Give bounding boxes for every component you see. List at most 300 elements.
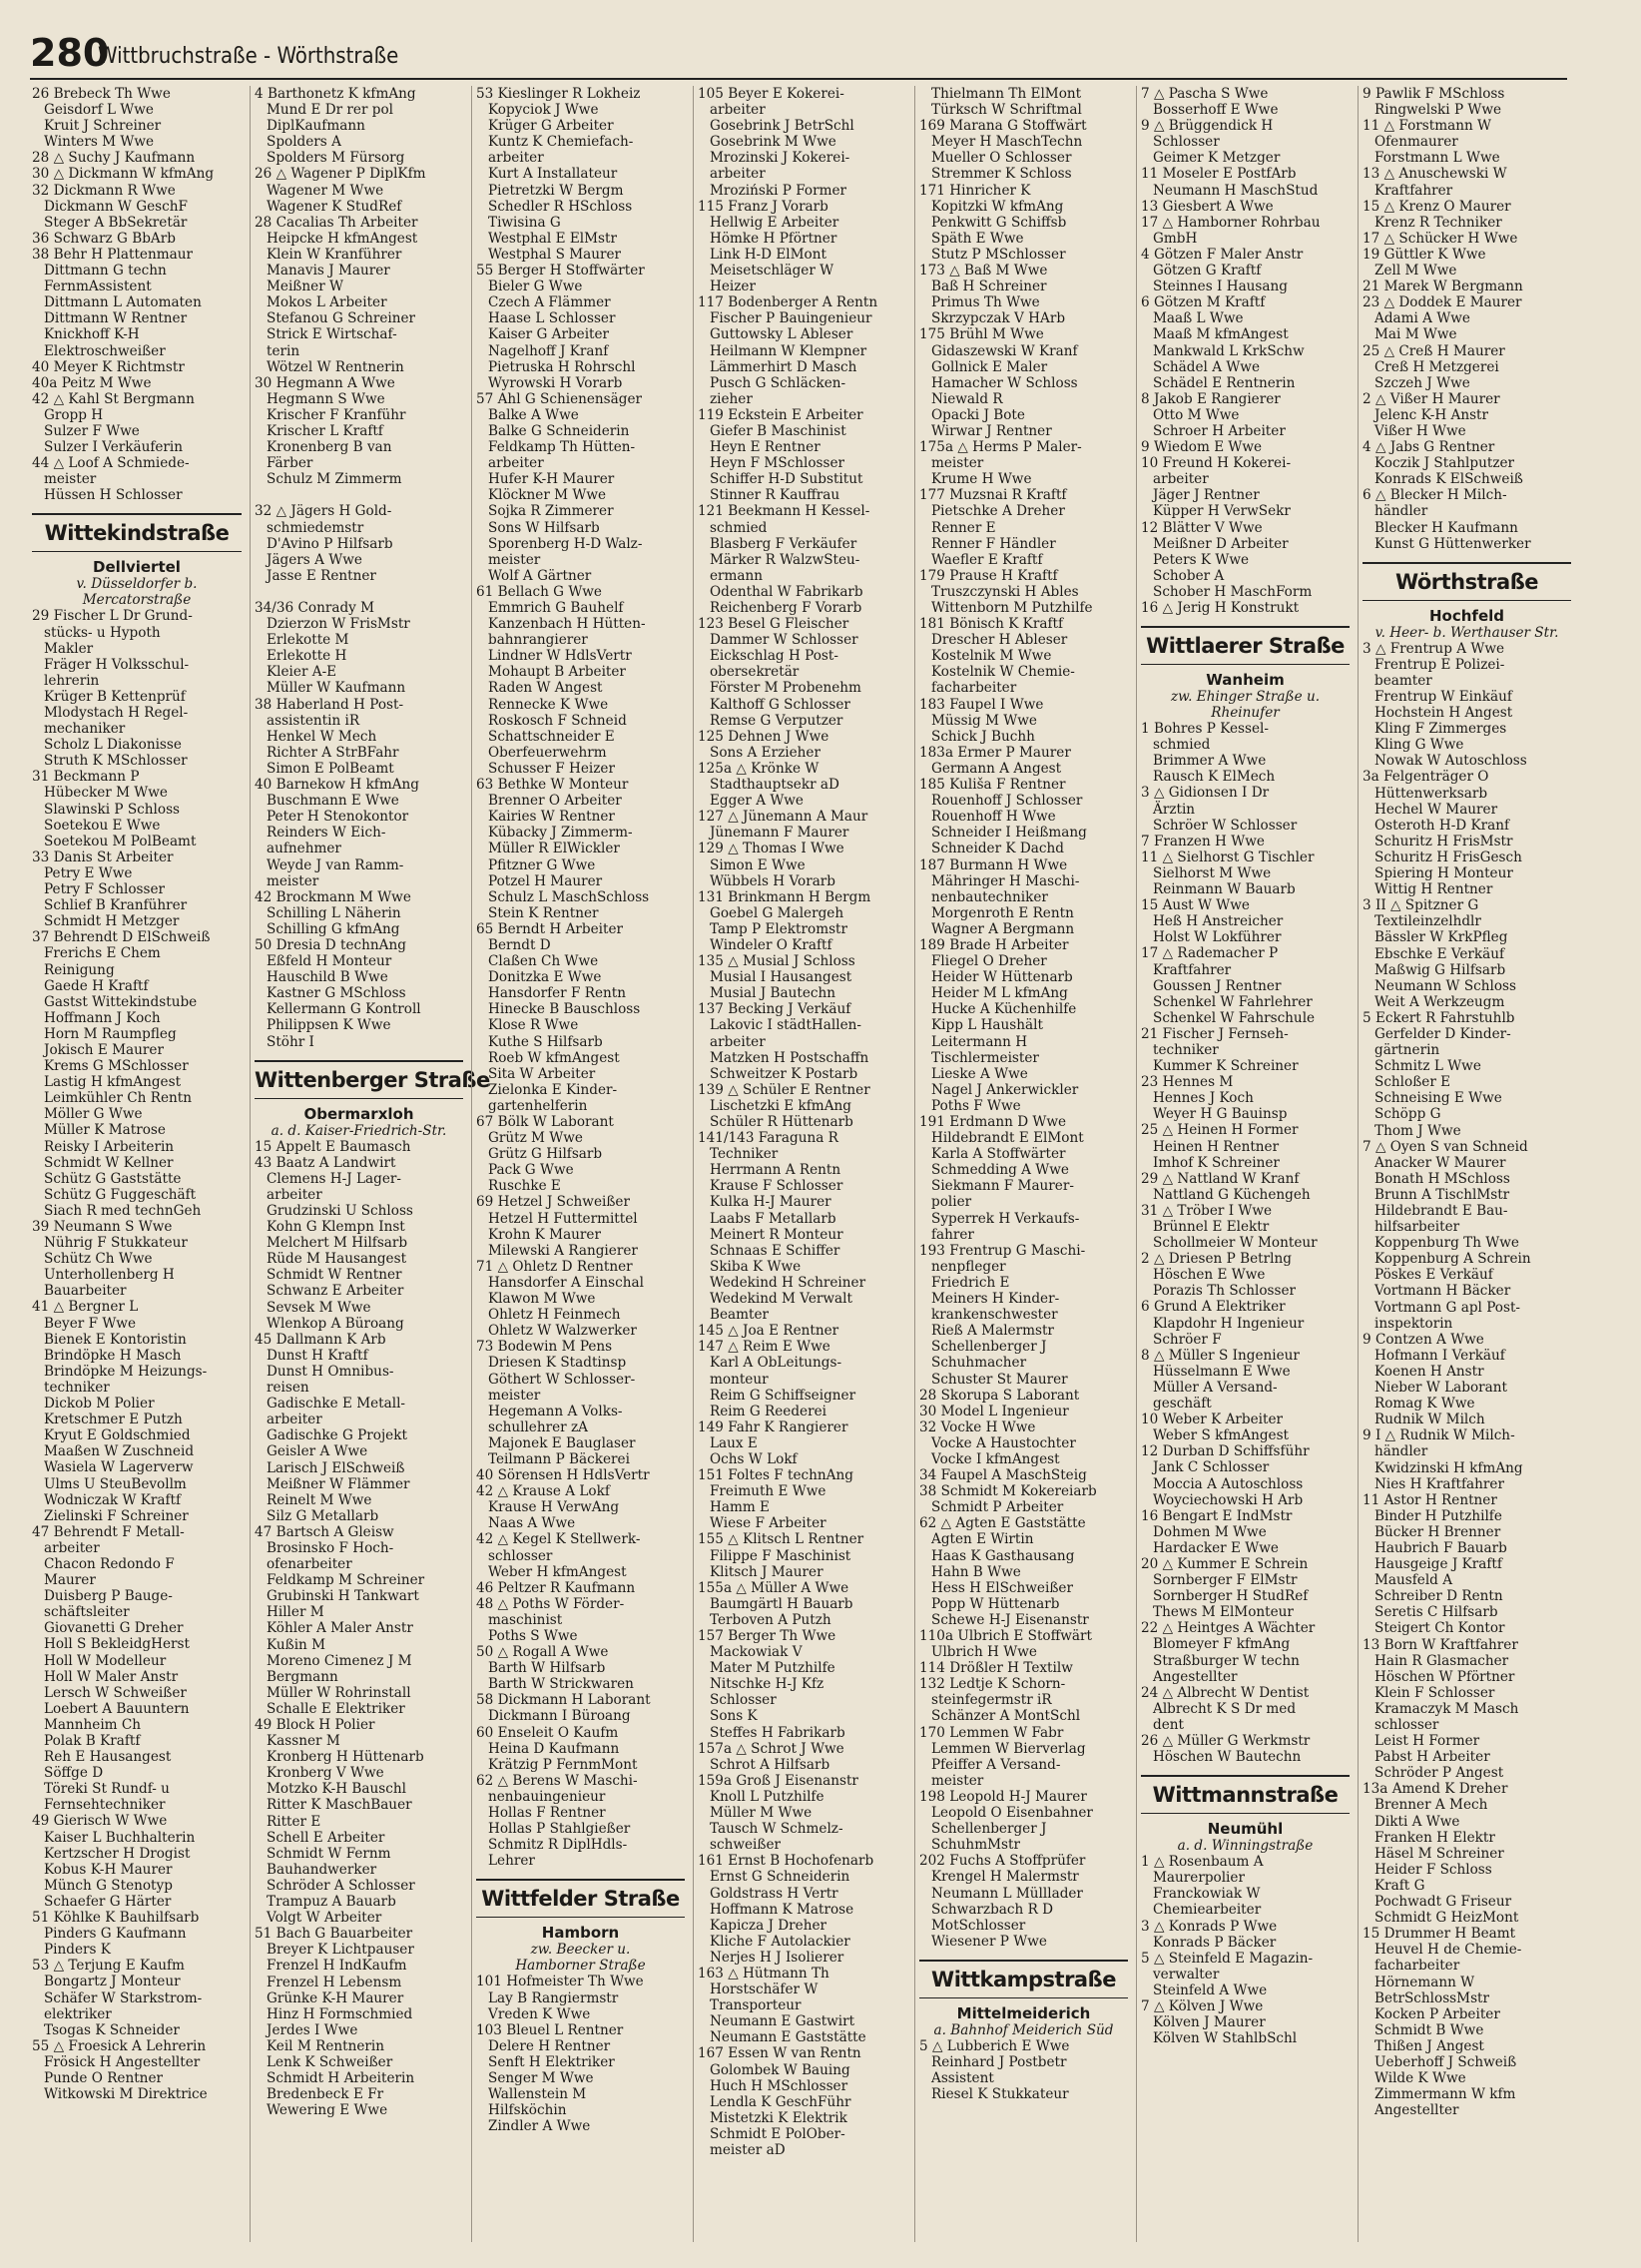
directory-entry: Kronberg V Wwe: [267, 1765, 384, 1782]
directory-entry: Lieske A Wwe: [931, 1065, 1028, 1082]
directory-entry: Chemiearbeiter: [1153, 1902, 1262, 1919]
directory-entry: Opacki J Bote: [931, 406, 1025, 423]
directory-entry: Bredenbeck E Fr: [267, 2086, 384, 2103]
directory-entry: 121 Beekmann H Kessel-: [698, 503, 870, 520]
directory-entry: 5 △ Steinfeld E Magazin-: [1141, 1950, 1314, 1967]
directory-entry: Heinen H Rentner: [1153, 1138, 1280, 1155]
directory-entry: Reisky I Arbeiterin: [44, 1138, 175, 1155]
directory-entry: lehrerin: [44, 672, 100, 689]
directory-entry: terin: [267, 342, 300, 359]
directory-entry: facharbeiter: [1374, 1958, 1460, 1975]
street-title: Wittmannstraße: [1152, 1783, 1339, 1808]
directory-entry: Schneider I Heißmang: [931, 825, 1087, 842]
directory-entry: MotSchlosser: [931, 1917, 1026, 1934]
directory-entry: Schroer H Arbeiter: [1153, 422, 1286, 439]
directory-entry: Tamp P Elektromstr: [710, 920, 848, 937]
directory-entry: Kalthoff G Schlosser: [710, 696, 850, 713]
directory-entry: meister: [931, 1772, 984, 1789]
directory-entry: Stein K Rentner: [488, 904, 599, 921]
directory-entry: Dittmann W Rentner: [44, 310, 188, 327]
directory-entry: Höschen W Pförtner: [1374, 1668, 1515, 1685]
directory-entry: Meisetschläger W: [710, 263, 834, 280]
directory-entry: Brenner A Mech: [1374, 1797, 1488, 1814]
directory-entry: Hennes J Koch: [1153, 1090, 1254, 1107]
directory-entry: Otto M Wwe: [1153, 406, 1240, 423]
directory-entry: Klawon M Wwe: [488, 1291, 596, 1308]
directory-entry: Holst W Lokführer: [1153, 929, 1282, 946]
directory-entry: Vocke A Haustochter: [931, 1434, 1076, 1451]
directory-entry: Niewald R: [931, 390, 1003, 407]
street-title: Wittkampstraße: [931, 1967, 1116, 1991]
directory-entry: 41 △ Bergner L: [32, 1299, 139, 1316]
directory-entry: Märker R WalzwSteu-: [710, 551, 860, 568]
directory-entry: Münch G Stenotyp: [44, 1877, 173, 1894]
directory-entry: 73 Bodewin M Pens: [476, 1339, 613, 1356]
directory-entry: Mohaupt B Arbeiter: [488, 664, 626, 681]
directory-entry: Hinz H Formschmied: [267, 2005, 413, 2022]
directory-entry: Schädel E Rentnerin: [1153, 374, 1296, 391]
directory-entry: FernmAssistent: [44, 279, 152, 295]
directory-entry: Grubinski H Tankwart: [267, 1588, 419, 1605]
directory-entry: Meißner D Arbeiter: [1153, 535, 1289, 552]
directory-entry: Pack G Wwe: [488, 1162, 574, 1179]
directory-entry: Lämmerhirt D Masch: [710, 358, 857, 375]
directory-entry: 6 Götzen M Kraftf: [1141, 294, 1266, 311]
directory-entry: Grütz G Hilfsarb: [488, 1146, 603, 1163]
directory-entry: 17 △ Schücker H Wwe: [1363, 230, 1518, 247]
directory-entry: Rennecke K Wwe: [488, 696, 609, 713]
directory-entry: Hildebrandt E Bau-: [1374, 1203, 1508, 1219]
directory-entry: Maßwig G Hilfsarb: [1374, 961, 1506, 978]
column-1: [28, 86, 242, 2242]
directory-entry: 4 △ Jabs G Rentner: [1363, 439, 1495, 456]
column-6: [1136, 86, 1350, 2242]
directory-entry: Mannheim Ch: [44, 1716, 142, 1733]
directory-entry: Klose R Wwe: [488, 1017, 579, 1034]
directory-entry: Horstschäfer W: [710, 1982, 819, 1998]
directory-entry: Hochstein H Angest: [1374, 705, 1513, 722]
directory-entry: 189 Brade H Arbeiter: [919, 936, 1069, 953]
directory-entry: Poths F Wwe: [931, 1097, 1021, 1114]
directory-entry: 3a Felgenträger O: [1363, 769, 1489, 786]
district-name: Hochfeld: [1428, 606, 1504, 625]
directory-entry: Müller M Wwe: [710, 1805, 813, 1822]
directory-entry: Bässler W KrkPfleg: [1374, 929, 1508, 946]
directory-entry: Konrads K ElSchweiß: [1374, 471, 1523, 488]
directory-entry: 58 Dickmann H Laborant: [476, 1692, 651, 1709]
page-header: [30, 30, 1567, 80]
directory-entry: Trampuz A Bauarb: [267, 1894, 396, 1911]
directory-entry: aufnehmer: [267, 841, 341, 857]
directory-entry: meister: [488, 551, 541, 568]
directory-entry: Stöhr I: [267, 1033, 314, 1050]
directory-entry: Schrot A Hilfsarb: [710, 1756, 830, 1773]
directory-entry: Kleier A-E: [267, 664, 337, 681]
directory-entry: Pochwadt G Friseur: [1374, 1894, 1512, 1911]
directory-entry: Westphal E ElMstr: [488, 230, 617, 247]
directory-entry: Hinecke B Bauschloss: [488, 1001, 641, 1018]
directory-entry: Hiller M: [267, 1604, 324, 1621]
directory-entry: Schreiber D Rentn: [1374, 1588, 1503, 1605]
directory-entry: Kramaczyk M Masch: [1374, 1700, 1519, 1717]
directory-entry: Clemens H-J Lager-: [267, 1170, 401, 1187]
directory-entry: polier: [931, 1194, 972, 1211]
district-range: Mercatorstraße: [82, 592, 192, 609]
directory-entry: Ebschke E Verkäuf: [1374, 945, 1505, 962]
directory-entry: Kölven W StahlbSchl: [1153, 2030, 1298, 2047]
directory-entry: Jünemann F Maurer: [710, 825, 849, 842]
directory-entry: Goussen J Rentner: [1153, 977, 1282, 994]
directory-entry: Hoffmann K Matrose: [710, 1901, 854, 1918]
directory-entry: Heider M L kfmAng: [931, 985, 1068, 1002]
directory-entry: Grütz M Wwe: [488, 1130, 583, 1147]
directory-entry: Koczik J Stahlputzer: [1374, 455, 1515, 472]
directory-entry: 191 Erdmann D Wwe: [919, 1114, 1067, 1130]
directory-entry: 193 Frentrup G Maschi-: [919, 1242, 1086, 1259]
directory-entry: Müssig M Wwe: [931, 712, 1037, 729]
directory-entry: Mueller O Schlosser: [931, 150, 1072, 167]
directory-entry: 183 Faupel I Wwe: [919, 696, 1044, 713]
directory-entry: Rouenhoff J Schlosser: [931, 793, 1083, 810]
directory-entry: 71 △ Ohletz D Rentner: [476, 1258, 633, 1275]
directory-entry: 187 Burmann H Wwe: [919, 856, 1068, 873]
directory-entry: 7 Franzen H Wwe: [1141, 833, 1265, 850]
directory-entry: Weber S kfmAngest: [1153, 1427, 1290, 1444]
directory-entry: Wyrowski H Vorarb: [488, 374, 623, 391]
directory-entry: 50 Dresia D technAng: [255, 936, 406, 953]
directory-entry: Brunn A TischlMstr: [1374, 1186, 1510, 1203]
directory-entry: Schweitzer K Postarb: [710, 1065, 858, 1082]
directory-entry: Porazis Th Schlosser: [1153, 1283, 1297, 1300]
directory-entry: 34/36 Conrady M: [255, 600, 375, 616]
directory-entry: Hollas F Rentner: [488, 1805, 606, 1822]
directory-entry: SchuhmMstr: [931, 1837, 1020, 1854]
directory-entry: Schäfer W Starkstrom-: [44, 1989, 203, 2006]
directory-entry: Dunst H Omnibus-: [267, 1363, 394, 1380]
directory-entry: Chacon Redondo F: [44, 1555, 175, 1572]
directory-entry: Slawinski P Schloss: [44, 801, 181, 818]
directory-entry: 17 △ Rademacher P: [1141, 945, 1279, 962]
directory-entry: Milewski A Rangierer: [488, 1242, 638, 1259]
directory-entry: Peters K Wwe: [1153, 551, 1250, 568]
directory-entry: Schuritz H FrisGesch: [1374, 849, 1522, 865]
directory-entry: gärtnerin: [1374, 1042, 1440, 1059]
directory-entry: Forstmann L Wwe: [1374, 150, 1500, 167]
directory-entry: 10 Freund H Kokerei-: [1141, 455, 1292, 472]
directory-entry: verwalter: [1153, 1966, 1220, 1983]
directory-entry: Nagelhoff J Kranf: [488, 342, 609, 359]
directory-entry: Silz G Metallarb: [267, 1507, 379, 1524]
directory-entry: 25 △ Creß H Maurer: [1363, 342, 1505, 359]
district-range: Rheinufer: [1211, 705, 1280, 722]
directory-entry: Blecker H Kaufmann: [1374, 519, 1518, 536]
directory-entry: 141/143 Faraguna R: [698, 1130, 838, 1147]
directory-entry: arbeiter: [710, 102, 766, 119]
directory-entry: Weyer H G Bauinsp: [1153, 1106, 1288, 1123]
directory-entry: Gaede H Kraftf: [44, 977, 149, 994]
directory-entry: Schuster St Maurer: [931, 1371, 1068, 1388]
directory-entry: Holl W Maler Anstr: [44, 1668, 179, 1685]
directory-entry: 22 △ Heintges A Wächter: [1141, 1620, 1316, 1637]
directory-entry: Küpper H VerwSekr: [1153, 503, 1291, 520]
directory-entry: Grünke K-H Maurer: [267, 1989, 404, 2006]
directory-entry: Maurerpolier: [1153, 1870, 1245, 1887]
directory-entry: Schütz G Fuggeschäft: [44, 1186, 197, 1203]
directory-entry: Emmrich G Bauhelf: [488, 600, 624, 616]
directory-entry: Frerichs E Chem: [44, 945, 161, 962]
directory-entry: Angestellter: [1153, 1668, 1238, 1685]
directory-entry: Angestellter: [1374, 2102, 1459, 2119]
directory-entry: 175 Brühl M Wwe: [919, 326, 1044, 343]
directory-entry: schmied: [1153, 737, 1211, 754]
street-title: Wittfelder Straße: [481, 1887, 680, 1912]
directory-entry: Brindöpke H Masch: [44, 1347, 182, 1364]
directory-entry: Schmidt W Rentner: [267, 1267, 402, 1284]
directory-entry: Goldstrass H Vertr: [710, 1885, 838, 1902]
directory-entry: Ringwelski P Wwe: [1374, 102, 1502, 119]
directory-entry: Melchert M Hilfsarb: [267, 1235, 408, 1252]
directory-entry: Peter H Stenokontor: [267, 809, 409, 826]
directory-entry: Bosserhoff E Wwe: [1153, 102, 1279, 119]
directory-entry: Kobus K-H Maurer: [44, 1861, 173, 1878]
directory-entry: Naas A Wwe: [488, 1515, 576, 1532]
directory-entry: 135 △ Musial J Schloss: [698, 953, 855, 970]
directory-entry: Seretis C Hilfsarb: [1374, 1604, 1498, 1621]
directory-entry: Steinfeld A Wwe: [1153, 1982, 1268, 1998]
directory-entry: 155a △ Müller A Wwe: [698, 1579, 849, 1596]
directory-entry: Freimuth E Wwe: [710, 1483, 826, 1500]
directory-entry: Schröder A Schlosser: [267, 1877, 415, 1894]
directory-entry: Polak B Kraftf: [44, 1733, 141, 1749]
directory-entry: Heider F Schloss: [1374, 1861, 1492, 1878]
directory-entry: Kaiser G Arbeiter: [488, 326, 610, 343]
directory-entry: Schuritz H FrisMstr: [1374, 833, 1513, 850]
directory-entry: Kryut E Goldschmied: [44, 1427, 191, 1444]
directory-entry: 9 I △ Rudnik W Milch-: [1363, 1427, 1515, 1444]
directory-entry: Meyer H MaschTechn: [931, 134, 1083, 151]
directory-entry: Klitsch J Maurer: [710, 1563, 823, 1580]
directory-entry: Osteroth H-D Kranf: [1374, 817, 1510, 834]
directory-entry: Wötzel W Rentnerin: [267, 358, 404, 375]
directory-entry: ermann: [710, 567, 764, 584]
directory-entry: 11 Astor H Rentner: [1363, 1491, 1497, 1508]
directory-entry: Truszczynski H Ables: [931, 583, 1079, 600]
directory-entry: Wittig H Rentner: [1374, 881, 1493, 898]
directory-entry: monteur: [710, 1371, 769, 1388]
directory-entry: Krüger B Kettenprüf: [44, 688, 186, 705]
directory-entry: 159a Groß J Eisenanstr: [698, 1772, 858, 1789]
directory-entry: Krohn K Maurer: [488, 1226, 601, 1243]
directory-entry: Poths S Wwe: [488, 1628, 578, 1644]
directory-entry: Woyciechowski H Arb: [1153, 1491, 1304, 1508]
directory-entry: Wiese F Arbeiter: [710, 1515, 826, 1532]
directory-entry: 23 Hennes M: [1141, 1074, 1234, 1091]
directory-entry: Thielmann Th ElMont: [931, 86, 1082, 102]
directory-entry: Rudnik W Milch: [1374, 1412, 1485, 1428]
directory-entry: Buschmann E Wwe: [267, 793, 399, 810]
directory-entry: Czech A Flämmer: [488, 294, 611, 311]
district-range: a. d. Kaiser-Friedrich-Str.: [271, 1122, 447, 1139]
directory-entry: Hüsselmann E Wwe: [1153, 1363, 1291, 1380]
directory-entry: Kruit J Schreiner: [44, 118, 162, 135]
directory-entry: Giefer B Maschinist: [710, 422, 846, 439]
directory-entry: Duisberg P Bauge-: [44, 1588, 173, 1605]
directory-entry: Sons W Hilfsarb: [488, 519, 600, 536]
directory-entry: 9 △ Brüggendick H: [1141, 118, 1274, 135]
directory-entry: zieher: [710, 390, 753, 407]
directory-entry: 50 △ Rogall A Wwe: [476, 1644, 609, 1661]
directory-entry: 28 Skorupa S Laborant: [919, 1387, 1080, 1404]
directory-entry: Kipp L Haushält: [931, 1017, 1043, 1034]
directory-entry: Schmidt W Kellner: [44, 1154, 174, 1171]
directory-entry: Mai M Wwe: [1374, 326, 1457, 343]
directory-entry: Richter A StrBFahr: [267, 744, 399, 761]
directory-entry: 28 △ Suchy J Kaufmann: [32, 150, 196, 167]
directory-entry: Siach R med technGeh: [44, 1202, 202, 1219]
directory-entry: Huch H MSchlosser: [710, 2077, 848, 2094]
directory-entry: Mausfeld A: [1374, 1572, 1453, 1589]
directory-entry: 42 Brockmann M Wwe: [255, 888, 411, 905]
directory-entry: Blomeyer F kfmAng: [1153, 1636, 1291, 1653]
directory-entry: Franken H Elektr: [1374, 1829, 1495, 1846]
directory-entry: D'Avino P Hilfsarb: [267, 535, 393, 552]
directory-entry: Schilling L Näherin: [267, 904, 401, 921]
directory-entry: Dickob M Polier: [44, 1396, 155, 1413]
directory-entry: Pfitzner G Wwe: [488, 856, 596, 873]
directory-entry: 55 △ Froesick A Lehrerin: [32, 2037, 207, 2054]
directory-entry: maschinist: [488, 1611, 563, 1628]
directory-entry: 15 Appelt E Baumasch: [255, 1138, 411, 1155]
directory-entry: Keil M Rentnerin: [267, 2037, 384, 2054]
directory-entry: Kapicza J Dreher: [710, 1917, 827, 1934]
directory-entry: Wübbels H Vorarb: [710, 872, 836, 889]
directory-entry: Zimmermann W kfm: [1374, 2086, 1516, 2103]
directory-entry: Techniker: [710, 1146, 779, 1163]
directory-entry: Pfeiffer A Versand-: [931, 1756, 1061, 1773]
directory-entry: Brimmer A Wwe: [1153, 753, 1267, 770]
directory-entry: 16 △ Jerig H Konstrukt: [1141, 600, 1300, 616]
district-range: zw. Beecker u.: [530, 1942, 631, 1959]
directory-entry: Dikti A Wwe: [1374, 1813, 1460, 1830]
directory-entry: Petry F Schlosser: [44, 881, 166, 898]
district-name: Mittelmeiderich: [956, 2003, 1091, 2022]
directory-entry: Donitzka E Wwe: [488, 969, 602, 986]
directory-entry: Golombek W Bauing: [710, 2061, 850, 2078]
directory-entry: 6 △ Blecker H Milch-: [1363, 487, 1507, 504]
directory-entry: Gastst Wittekindstube: [44, 993, 198, 1010]
directory-entry: Drescher H Ableser: [931, 632, 1068, 649]
directory-entry: 33 Danis St Arbeiter: [32, 849, 174, 865]
directory-entry: 62 △ Agten E Gaststätte: [919, 1515, 1086, 1532]
directory-entry: Odenthal W Fabrikarb: [710, 583, 863, 600]
directory-entry: Reim G Schiffseigner: [710, 1387, 856, 1404]
directory-entry: Geisler A Wwe: [267, 1443, 368, 1460]
directory-entry: Spolders M Fürsorg: [267, 150, 405, 167]
directory-entry: krankenschwester: [931, 1307, 1058, 1324]
directory-entry: Elektroschweißer: [44, 342, 166, 359]
directory-entry: Hömke H Pförtner: [710, 230, 837, 247]
directory-entry: Driesen K Stadtinsp: [488, 1355, 627, 1372]
directory-entry: Heyn E Rentner: [710, 439, 820, 456]
directory-entry: Bongartz J Monteur: [44, 1974, 181, 1990]
directory-entry: Teilmann P Bäckerei: [488, 1450, 630, 1467]
directory-entry: Gadischke G Projekt: [267, 1427, 407, 1444]
directory-entry: Barth W Hilfsarb: [488, 1660, 606, 1677]
directory-entry: 63 Bethke W Monteur: [476, 777, 629, 794]
directory-entry: 19 Güttler K Wwe: [1363, 246, 1486, 263]
directory-entry: Dickmann W GeschF: [44, 198, 188, 215]
directory-entry: Schiffer H-D Substitut: [710, 471, 863, 488]
directory-entry: 5 △ Lubberich E Wwe: [919, 2037, 1070, 2054]
directory-entry: Ohletz W Walzwerker: [488, 1323, 637, 1340]
directory-entry: Hellwig E Arbeiter: [710, 214, 839, 231]
directory-entry: Oberfeuerwehrm: [488, 744, 607, 761]
directory-entry: 5 Eckert R Fahrstuhlb: [1363, 1009, 1515, 1026]
directory-entry: 43 Baatz A Landwirt: [255, 1154, 396, 1171]
directory-entry: Thißen J Angest: [1374, 2037, 1484, 2054]
district-range: zw. Ehinger Straße u.: [1170, 689, 1321, 706]
directory-entry: Zindler A Wwe: [488, 2118, 591, 2135]
directory-entry: Weber H kfmAngest: [488, 1563, 627, 1580]
directory-entry: Loebert A Bauuntern: [44, 1700, 190, 1717]
directory-entry: 49 Block H Polier: [255, 1717, 375, 1733]
directory-entry: Schmidt B Wwe: [1374, 2021, 1484, 2038]
directory-entry: 31 △ Tröber I Wwe: [1141, 1202, 1273, 1219]
directory-entry: Schloßer E: [1374, 1074, 1451, 1091]
directory-entry: arbeiter: [710, 166, 766, 183]
directory-entry: 157a △ Schrot J Wwe: [698, 1740, 844, 1757]
directory-entry: Krume H Wwe: [931, 471, 1032, 488]
directory-entry: facharbeiter: [931, 680, 1017, 697]
column-7: [1358, 86, 1571, 2242]
directory-entry: 2 △ Vißer H Maurer: [1363, 390, 1500, 407]
directory-entry: Schöpp G: [1374, 1106, 1441, 1123]
directory-entry: Mroziński P Former: [710, 182, 847, 199]
directory-entry: Link H-D ElMont: [710, 246, 826, 263]
directory-entry: 48 △ Poths W Förder-: [476, 1595, 625, 1612]
directory-entry: 139 △ Schüler E Rentner: [698, 1081, 870, 1098]
directory-entry: Friedrich E: [931, 1274, 1010, 1291]
directory-entry: Müller A Versand-: [1153, 1379, 1278, 1396]
directory-entry: 40 Meyer K Richtmstr: [32, 358, 185, 375]
directory-entry: Majonek E Bauglaser: [488, 1434, 636, 1451]
directory-entry: Philippsen K Wwe: [267, 1017, 391, 1034]
directory-entry: Knoll L Putzhilfe: [710, 1788, 824, 1805]
directory-entry: Vreden K Wwe: [488, 2005, 591, 2022]
directory-entry: Schenkel W Fahrlehrer: [1153, 993, 1313, 1010]
directory-entry: 45 Dallmann K Arb: [255, 1331, 386, 1348]
street-title: Wittlaerer Straße: [1146, 634, 1345, 659]
directory-entry: Baumgärtl H Bauarb: [710, 1595, 853, 1612]
directory-entry: inspektorin: [1374, 1315, 1453, 1332]
directory-entry: 117 Bodenberger A Rentn: [698, 294, 878, 311]
directory-entry: Kölven J Maurer: [1153, 2014, 1266, 2031]
directory-entry: Schröer W Schlosser: [1153, 817, 1298, 834]
directory-entry: Thom J Wwe: [1374, 1122, 1461, 1139]
directory-entry: arbeiter: [710, 1033, 766, 1050]
directory-entry: Mackowiak V: [710, 1644, 803, 1661]
directory-entry: Schütz Ch Wwe: [44, 1251, 153, 1268]
directory-entry: Germann A Angest: [931, 760, 1062, 777]
directory-entry: Hübecker M Wwe: [44, 785, 168, 802]
directory-entry: Feldkamp M Schreiner: [267, 1572, 425, 1589]
directory-entry: Kostelnik M Wwe: [931, 648, 1052, 665]
directory-entry: 37 Behrendt D ElSchweiß: [32, 929, 211, 946]
directory-entry: Baß H Schreiner: [931, 279, 1047, 295]
directory-entry: Wlenkop A Büroang: [267, 1315, 404, 1332]
directory-entry: Kübacky J Zimmerm-: [488, 825, 633, 842]
directory-entry: 32 △ Jägers H Gold-: [255, 503, 392, 520]
